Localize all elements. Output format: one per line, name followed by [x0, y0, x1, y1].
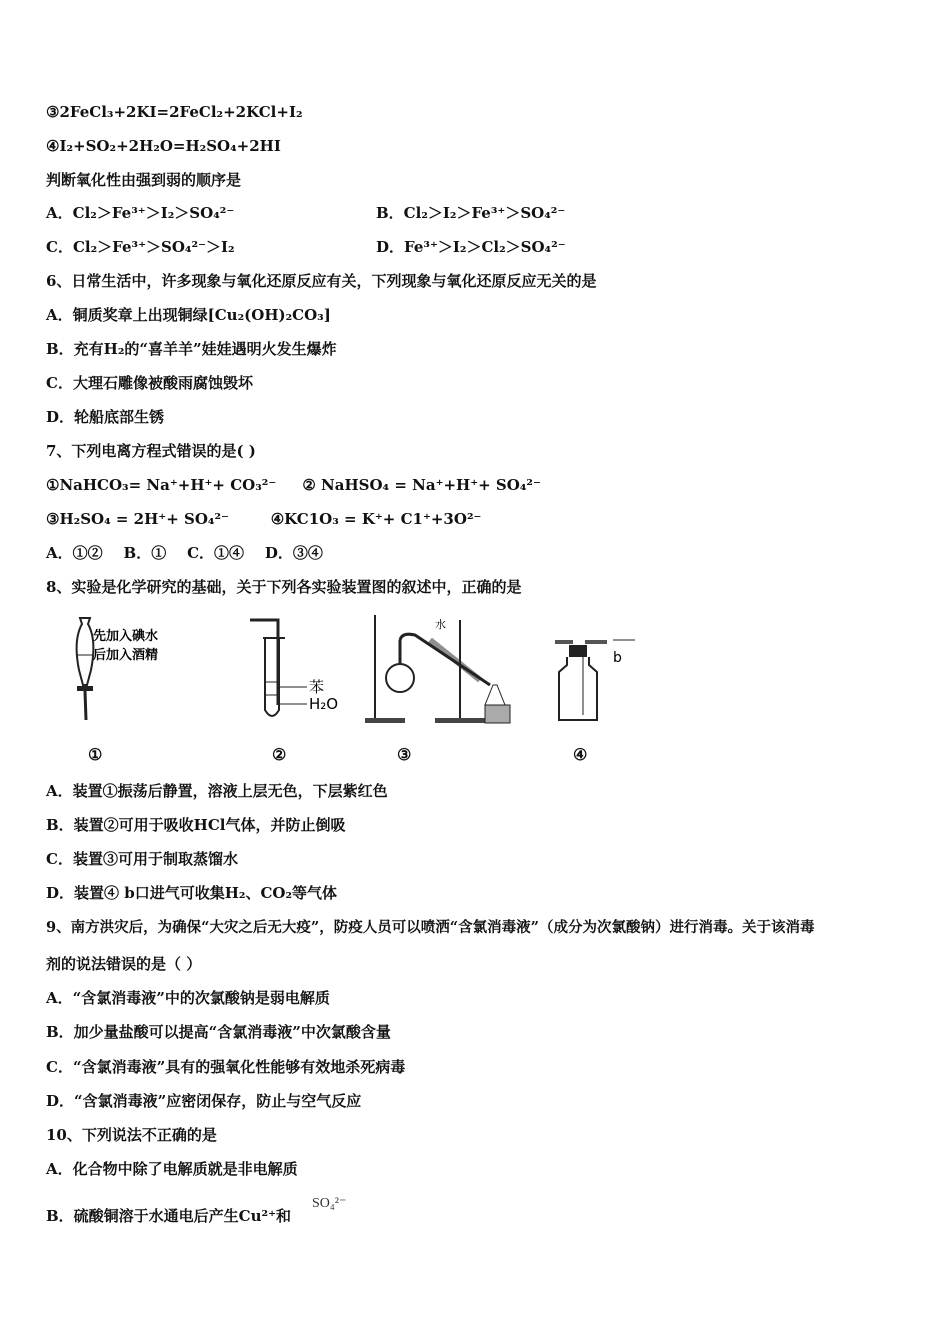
equation-3: ③2FeCl₃+2KI=2FeCl₂+2KCl+I₂ [46, 103, 303, 121]
equation-4: ④I₂+SO₂+2H₂O=H₂SO₄+2HI [46, 137, 281, 155]
sulfate-formula: SO₄²⁻ [312, 1196, 347, 1211]
test-tube-figure [245, 610, 355, 730]
q6-option-d: D．轮船底部生锈 [46, 408, 165, 426]
separatory-funnel-figure [55, 610, 185, 730]
q9-option-a: A．“含氯消毒液”中的次氯酸钠是弱电解质 [46, 989, 330, 1007]
q9-option-b: B．加少量盐酸可以提高“含氯消毒液”中次氯酸含量 [46, 1023, 391, 1041]
q6-option-c: C．大理石雕像被酸雨腐蚀毁坏 [46, 374, 253, 392]
q7-options: A．①② B．① C．①④ D．③④ [46, 544, 323, 562]
q9-option-d: D．“含氯消毒液”应密闭保存，防止与空气反应 [46, 1092, 362, 1110]
figure-label-1: ① [88, 745, 103, 764]
question-10-stem: 10、下列说法不正确的是 [46, 1126, 217, 1144]
question-6-stem: 6、日常生活中，许多现象与氧化还原反应有关，下列现象与氧化还原反应无关的是 [46, 272, 597, 290]
fig2-benzene-label: 苯 [309, 678, 325, 696]
q7-equations-1: ①NaHCO₃= Na⁺+H⁺+ CO₃²⁻ ② NaHSO₄ = Na⁺+H⁺+ SO₄²⁻ [46, 476, 541, 494]
q5-option-b: B．Cl₂＞I₂＞Fe³⁺＞SO₄²⁻ [376, 204, 566, 222]
fig3-water-label: 水 [435, 618, 446, 631]
q9-option-c: C．“含氯消毒液”具有的强氧化性能够有效地杀死病毒 [46, 1058, 406, 1076]
q10-option-a: A．化合物中除了电解质就是非电解质 [46, 1160, 298, 1178]
question-9-stem-1: 9、南方洪灾后，为确保“大灾之后无大疫”，防疫人员可以喷洒“含氯消毒液”（成分为次氯酸钠）进行消毒。关于该消毒 [46, 919, 815, 936]
gas-bottle-figure [545, 610, 645, 730]
question-8-stem: 8、实验是化学研究的基础，关于下列各实验装置图的叙述中，正确的是 [46, 578, 522, 596]
q8-option-d: D．装置④ b口进气可收集H₂、CO₂等气体 [46, 884, 338, 902]
fig2-water-label: H₂O [309, 695, 339, 713]
figure-label-4: ④ [573, 745, 588, 764]
figure-label-3: ③ [397, 745, 412, 764]
q8-option-c: C．装置③可用于制取蒸馏水 [46, 850, 238, 868]
q5-option-c: C．Cl₂＞Fe³⁺＞SO₄²⁻＞I₂ [46, 238, 235, 256]
question-9-stem-2: 剂的说法错误的是（ ） [46, 955, 202, 973]
q5-option-d: D．Fe³⁺＞I₂＞Cl₂＞SO₄²⁻ [376, 238, 566, 256]
fig1-label-1: 先加入碘水 [93, 629, 159, 644]
question-7-stem: 7、下列电离方程式错误的是( ) [46, 442, 256, 460]
fig4-b-label: b [613, 650, 622, 666]
q6-option-b: B．充有H₂的“喜羊羊”娃娃遇明火发生爆炸 [46, 340, 337, 358]
q6-option-a: A．铜质奖章上出现铜绿[Cu₂(OH)₂CO₃] [46, 306, 331, 324]
distillation-figure [360, 610, 530, 730]
q7-equations-2: ③H₂SO₄ = 2H⁺+ SO₄²⁻ ④KC1O₃ = K⁺+ C1⁺+3O²⁻ [46, 510, 482, 528]
figure-label-2: ② [272, 745, 287, 764]
q8-option-b: B．装置②可用于吸收HCl气体，并防止倒吸 [46, 816, 346, 834]
q5-option-a: A．Cl₂＞Fe³⁺＞I₂＞SO₄²⁻ [46, 204, 235, 222]
fig1-label-2: 后加入酒精 [93, 648, 159, 663]
question-5-stem: 判断氧化性由强到弱的顺序是 [46, 171, 242, 189]
q10-option-b: B．硫酸铜溶于水通电后产生Cu²⁺和 [46, 1207, 292, 1225]
q8-option-a: A．装置①振荡后静置，溶液上层无色，下层紫红色 [46, 782, 388, 800]
